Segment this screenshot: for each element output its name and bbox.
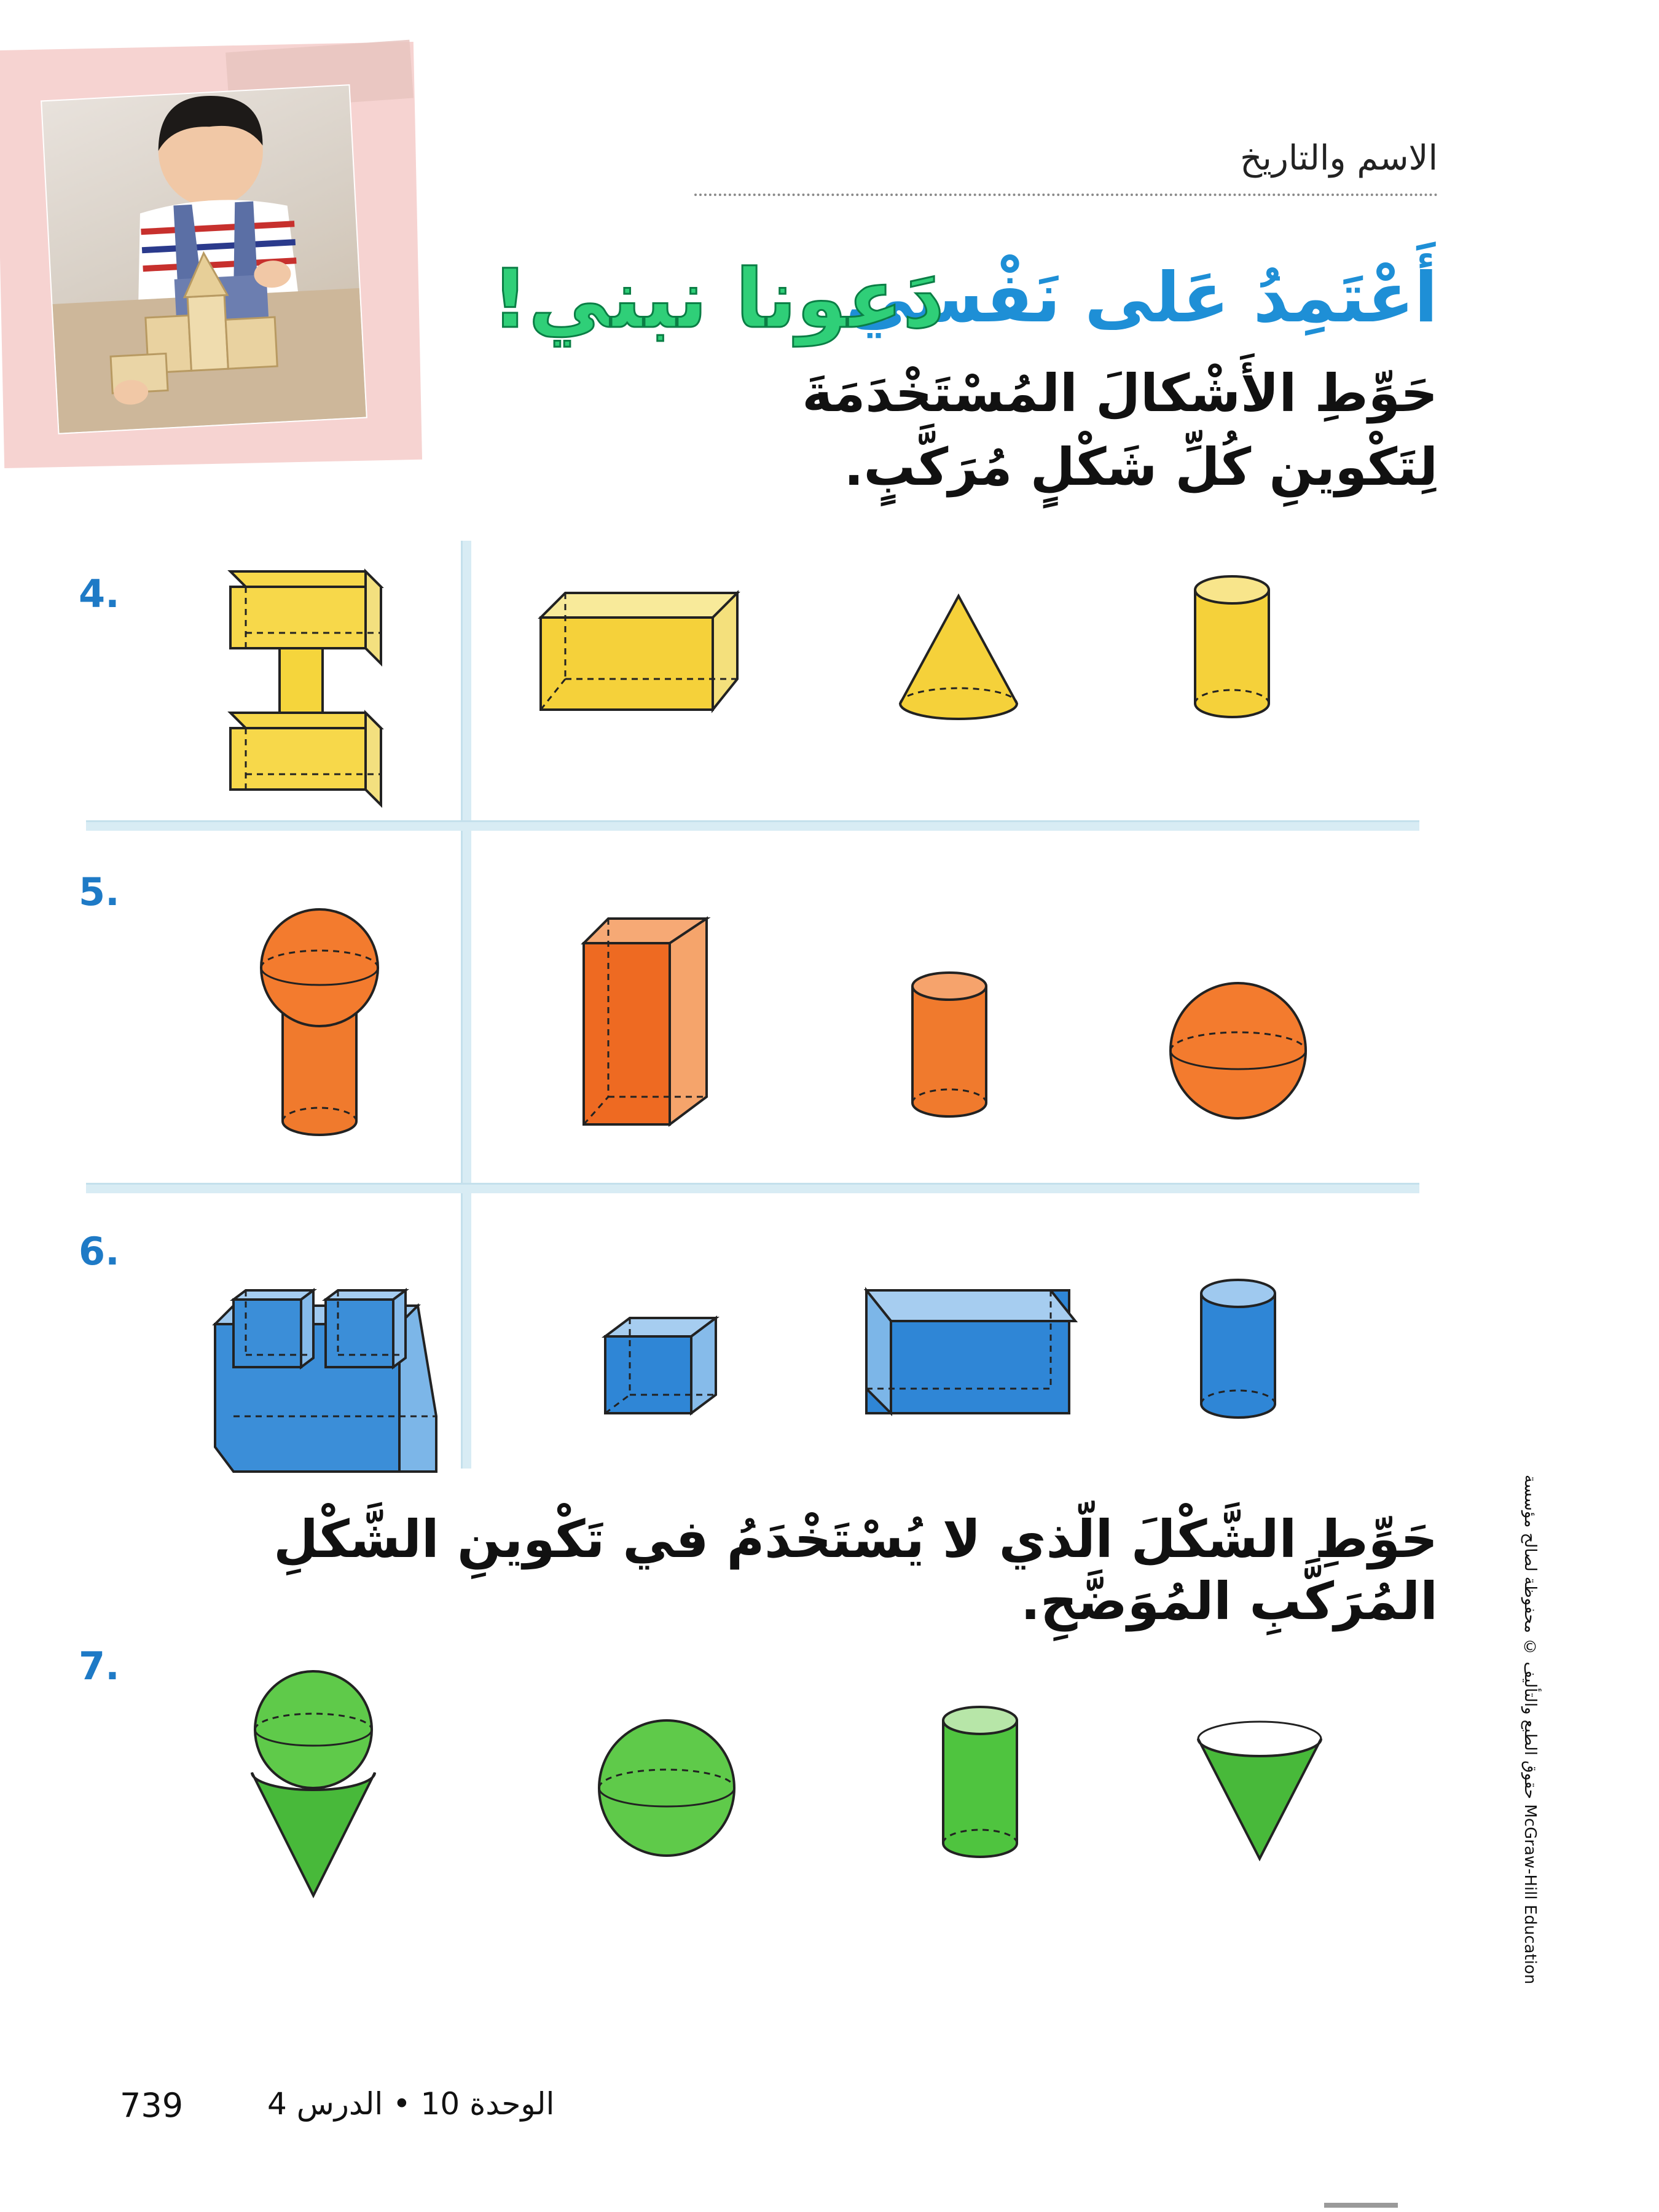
rectangular-prism-orange[interactable] — [578, 912, 713, 1131]
composite-sphere-on-cone — [246, 1668, 381, 1902]
vertical-divider — [461, 541, 471, 1469]
cylinder-yellow[interactable] — [1189, 571, 1275, 725]
row-divider-2 — [86, 1183, 1419, 1193]
child-photo — [41, 84, 367, 434]
sphere-green[interactable] — [593, 1714, 740, 1862]
cylinder-green[interactable] — [937, 1702, 1023, 1865]
cube-blue[interactable] — [599, 1312, 722, 1419]
cylinder-orange[interactable] — [906, 968, 992, 1124]
page-number: 739 — [120, 2086, 184, 2125]
rectangular-prism-blue[interactable] — [860, 1284, 1081, 1419]
name-date-line — [694, 194, 1438, 196]
composite-yellow-blocks — [224, 565, 396, 811]
composite-sphere-on-cylinder — [255, 903, 384, 1143]
bottom-bar — [1324, 2203, 1398, 2208]
cylinder-blue[interactable] — [1195, 1275, 1281, 1426]
instruction-line-2: لِتَكْوينِ كُلِّ شَكْلٍ مُرَكَّبٍ. — [844, 437, 1438, 497]
unit-lesson-label: الوحدة 10 • الدرس 4 — [267, 2086, 555, 2122]
instruction-line-3: حَوِّطِ الشَّكْلَ الّذي لا يُسْتَخْدَمُ في تَكْوينِ الشَّكْلِ المُرَكَّبِ المُوَضَّحِ. — [273, 1509, 1438, 1631]
section-title: أَعْتَمِدُ عَلى نَفْسي — [845, 258, 1438, 338]
problem-number: 7. — [79, 1644, 120, 1688]
cone-yellow[interactable] — [894, 590, 1023, 725]
cone-green[interactable] — [1192, 1717, 1327, 1865]
problem-number: 5. — [79, 869, 120, 914]
name-date-label: الاسم والتاريخ — [1240, 138, 1438, 178]
lesson-title: دَعونا نبني! — [492, 252, 944, 347]
instruction-line-1: حَوِّطِ الأَشْكالَ المُسْتَخْدَمَةَ — [802, 363, 1438, 423]
row-divider-1 — [86, 820, 1419, 831]
composite-cubes-on-prism — [209, 1287, 442, 1478]
sphere-orange[interactable] — [1164, 977, 1312, 1124]
problem-number: 6. — [79, 1229, 120, 1274]
problem-number: 4. — [79, 571, 120, 616]
copyright-notice: حقوق الطبع والتأليف © محفوظة لصالح مؤسسة McGraw-Hill Education — [1521, 1475, 1539, 1985]
rectangular-prism-yellow[interactable] — [535, 587, 743, 716]
